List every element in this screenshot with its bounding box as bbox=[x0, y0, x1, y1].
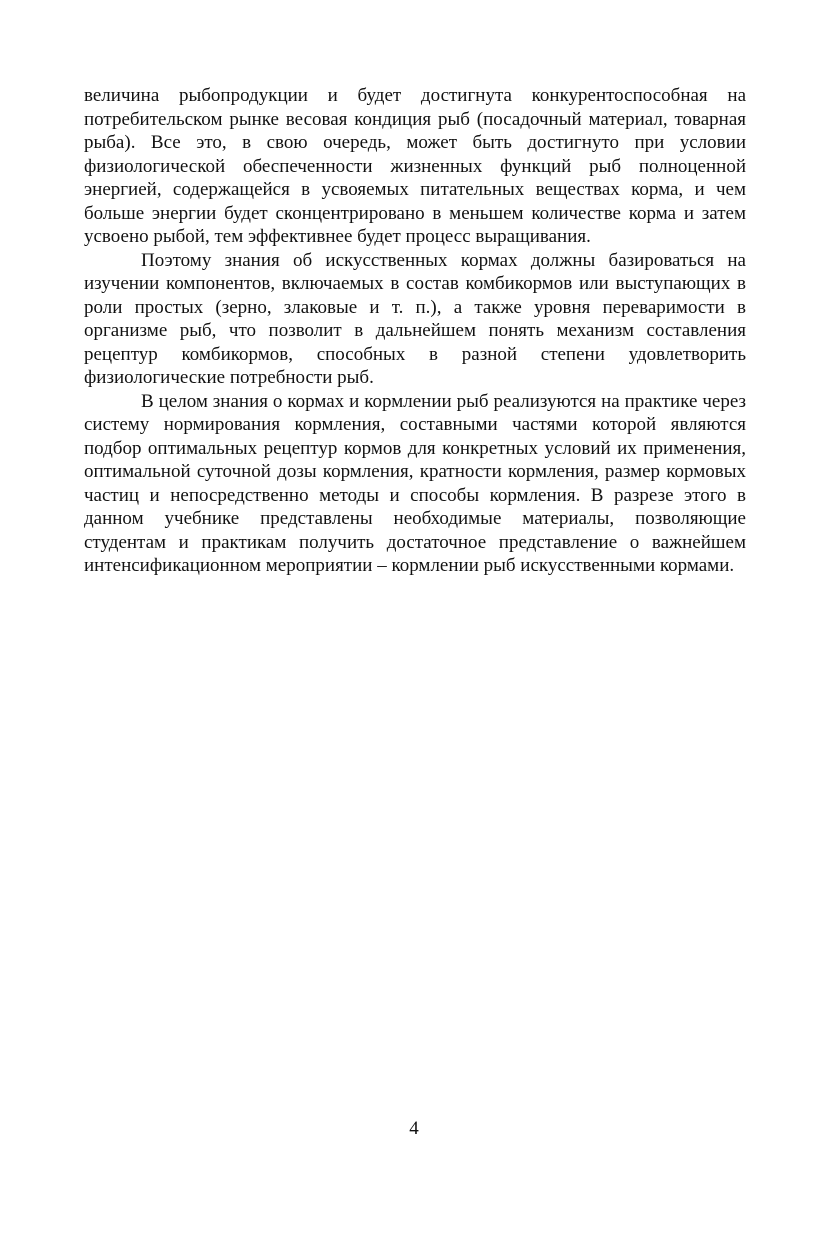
paragraph-3: В целом знания о кормах и кормлении рыб реализуются на практике через систему нормирования кормления, составными частями которой являются подбор оптимальных рецептур кормов для конкретных условий их применения, оптимальной суточной дозы кормления, кратности кормления, размер кормовых частиц и непосредственно методы и способы кормления. В разрезе этого в данном учебнике представлены необходимые материалы, позволяющие студентам и практикам получить достаточное представление о важнейшем интенсификационном мероприятии – кормлении рыб искусственными кормами. bbox=[84, 390, 746, 576]
body-text bbox=[84, 84, 746, 578]
paragraph-2: Поэтому знания об искусственных кормах должны базироваться на изучении компонентов, включаемых в состав комбикормов или выступающих в роли простых (зерно, злаковые и т. п.), а также уровня переваримости в организме рыб, что позволит в дальнейшем понять механизм составления рецептур комбикормов, способных в разной степени удовлетворить физиологические потребности рыб. bbox=[84, 249, 746, 388]
page-number: 4 bbox=[409, 1118, 419, 1139]
paragraph-1: величина рыбопродукции и будет достигнута конкурентоспособная на потребительском рынке весовая кондиция рыб (посадочный материал, товарная рыба). Все это, в свою очередь, может быть достигнуто при условии физиологической обеспеченности жизненных функций рыб полноценной энергией, содержащейся в усвояемых питательных веществах корма, и чем больше энергии будет сконцентрировано в меньшем количестве корма и затем усвоено рыбой, тем эффективнее будет процесс выращивания. bbox=[84, 85, 746, 247]
